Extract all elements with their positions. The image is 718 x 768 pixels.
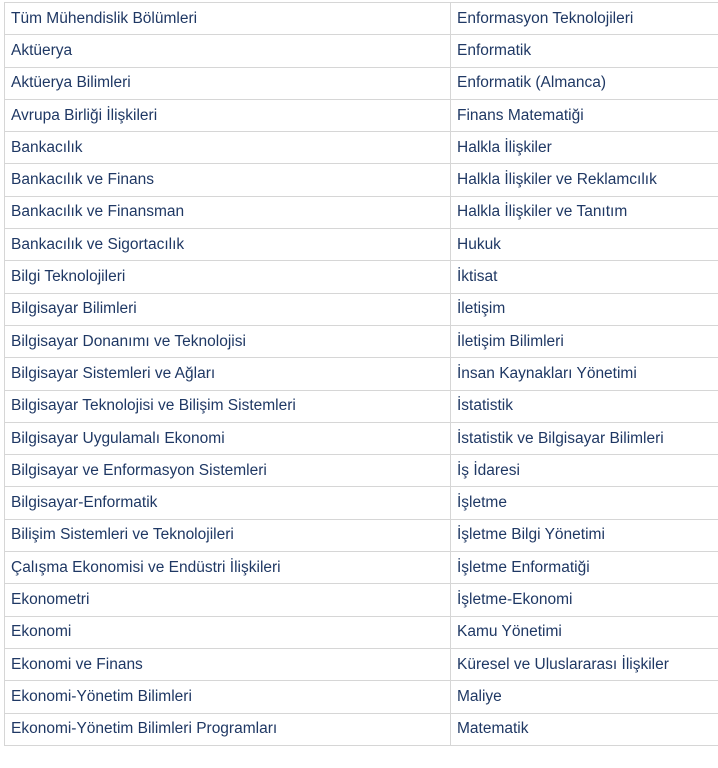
table-row [5,3,718,35]
department-cell-right: İstatistik ve Bilgisayar Bilimleri [451,422,718,454]
department-cell-left: Bankacılık ve Finansman [5,196,451,228]
department-cell-right: İletişim [451,293,718,325]
department-cell-right: Küresel ve Uluslararası İlişkiler [451,648,718,680]
department-cell-right: İktisat [451,261,718,293]
department-cell-left: Bilişim Sistemleri ve Teknolojileri [5,519,451,551]
department-cell-right: Enformatik (Almanca) [451,67,718,99]
table-row [5,422,718,454]
table-row [5,229,718,261]
table-row [5,648,718,680]
department-cell-right: İşletme [451,487,718,519]
department-cell-left: Bilgisayar Sistemleri ve Ağları [5,358,451,390]
department-cell-left: Ekonomi-Yönetim Bilimleri [5,681,451,713]
table-row [5,132,718,164]
department-cell-left: Bilgisayar ve Enformasyon Sistemleri [5,455,451,487]
department-cell-left: Ekonomi-Yönetim Bilimleri Programları [5,713,451,745]
department-cell-right: Enformasyon Teknolojileri [451,3,718,35]
department-cell-left: Bilgisayar Teknolojisi ve Bilişim Sistemleri [5,390,451,422]
department-cell-right: İletişim Bilimleri [451,325,718,357]
table-row [5,164,718,196]
table-row [5,487,718,519]
department-cell-left: Tüm Mühendislik Bölümleri [5,3,451,35]
department-cell-left: Bankacılık [5,132,451,164]
department-cell-left: Çalışma Ekonomisi ve Endüstri İlişkileri [5,552,451,584]
department-cell-right: İstatistik [451,390,718,422]
department-cell-left: Bilgisayar Bilimleri [5,293,451,325]
table-row [5,616,718,648]
table-row [5,713,718,745]
department-table [4,2,718,746]
table-row [5,358,718,390]
department-cell-left: Bankacılık ve Finans [5,164,451,196]
department-cell-left: Bankacılık ve Sigortacılık [5,229,451,261]
department-table-container [4,2,718,746]
department-cell-right: Halkla İlişkiler [451,132,718,164]
table-row [5,325,718,357]
department-cell-right: Kamu Yönetimi [451,616,718,648]
department-cell-left: Avrupa Birliği İlişkileri [5,99,451,131]
department-cell-left: Aktüerya Bilimleri [5,67,451,99]
department-cell-right: İşletme Bilgi Yönetimi [451,519,718,551]
table-row [5,35,718,67]
department-table-body [5,3,718,746]
department-cell-right: Hukuk [451,229,718,261]
department-cell-right: İş İdaresi [451,455,718,487]
table-row [5,552,718,584]
table-row [5,390,718,422]
department-cell-right: Matematik [451,713,718,745]
table-row [5,261,718,293]
department-cell-left: Aktüerya [5,35,451,67]
table-row [5,67,718,99]
department-cell-right: İşletme Enformatiği [451,552,718,584]
table-row [5,293,718,325]
department-cell-left: Bilgisayar Donanımı ve Teknolojisi [5,325,451,357]
department-cell-right: İnsan Kaynakları Yönetimi [451,358,718,390]
table-row [5,681,718,713]
table-row [5,99,718,131]
department-cell-right: Finans Matematiği [451,99,718,131]
table-row [5,196,718,228]
table-row [5,584,718,616]
table-row [5,455,718,487]
department-cell-right: Halkla İlişkiler ve Tanıtım [451,196,718,228]
department-cell-left: Ekonomi [5,616,451,648]
department-cell-left: Bilgi Teknolojileri [5,261,451,293]
table-row [5,519,718,551]
department-cell-left: Ekonometri [5,584,451,616]
department-cell-left: Bilgisayar Uygulamalı Ekonomi [5,422,451,454]
department-cell-right: Maliye [451,681,718,713]
department-cell-left: Bilgisayar-Enformatik [5,487,451,519]
department-cell-right: Halkla İlişkiler ve Reklamcılık [451,164,718,196]
department-cell-left: Ekonomi ve Finans [5,648,451,680]
department-cell-right: Enformatik [451,35,718,67]
department-cell-right: İşletme-Ekonomi [451,584,718,616]
